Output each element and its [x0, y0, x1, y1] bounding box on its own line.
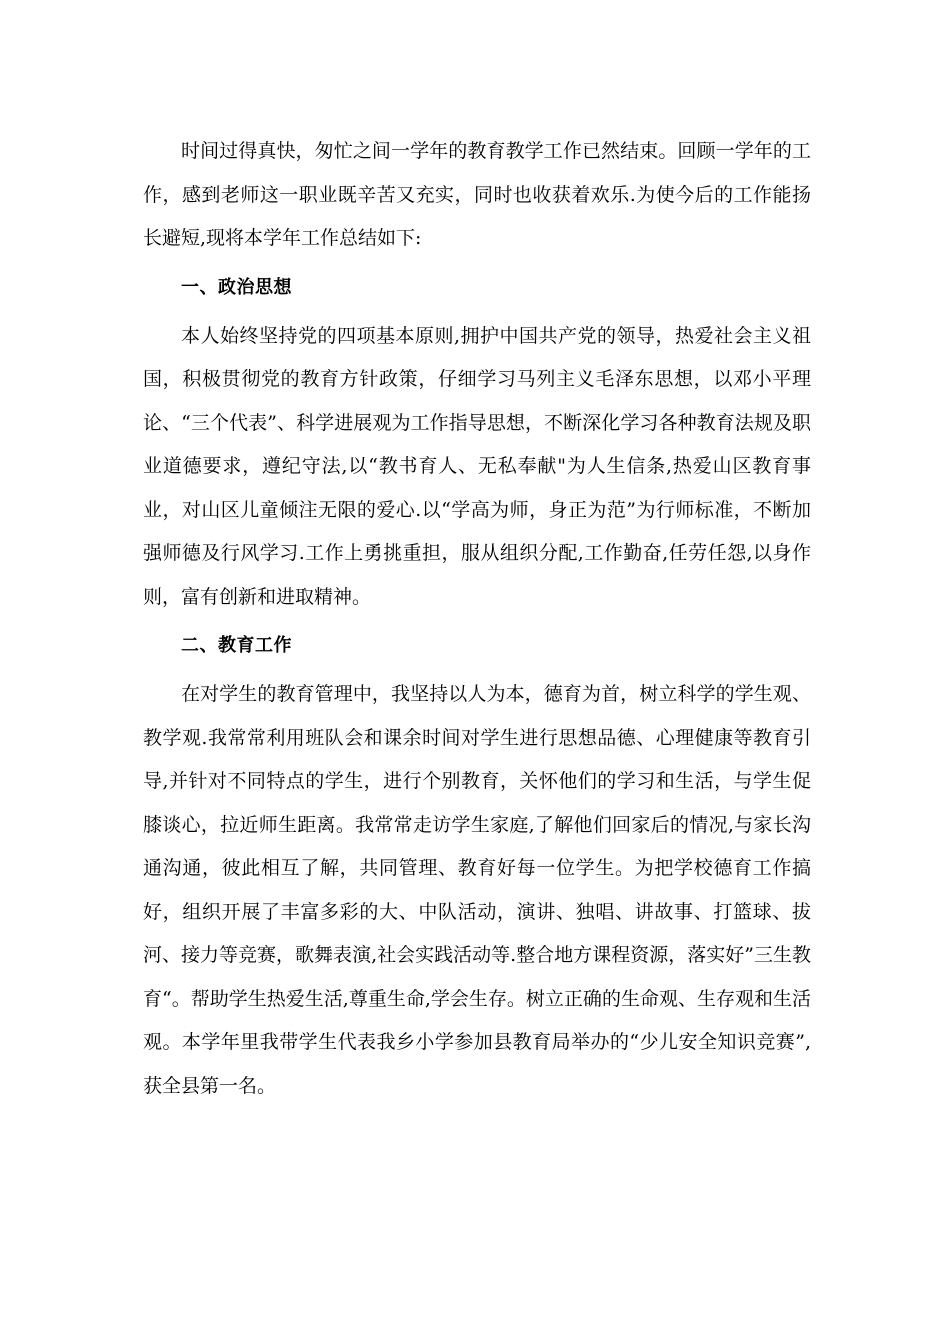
section-heading-education: 二、教育工作 — [181, 635, 292, 656]
education-paragraph: 在对学生的教育管理中，我坚持以人为本，德育为首，树立科学的学生观、教学观.我常常利用班队会和课余时间对学生进行思想品德、心理健康等教育引导,并针对不同特点的学生，进行个别教育，关怀他们的学习和生活，与学生促膝谈心，拉近师生距离。我常常走访学生家庭,了解他们回家后的情况,与家长沟通沟通，彼此相互了解，共同管理、教育好每一位学生。为把学校德育工作搞好，组织开展了丰富多彩的大、中队活动，演讲、独唱、讲故事、打篮球、拔河、接力等竞赛，歌舞表演,社会实践活动等.整合地方课程资源，落实好”三生教育“。帮助学生热爱生活,尊重生命,学会生存。树立正确的生命观、生存观和生活观。本学年里我带学生代表我乡小学参加县教育局举办的“少儿安全知识竞赛”,获全县第一名。 — [143, 683, 811, 1097]
document-body — [143, 130, 811, 1108]
political-paragraph: 本人始终坚持党的四项基本原则,拥护中国共产党的领导，热爱社会主义祖国，积极贯彻党的教育方针政策，仔细学习马列主义毛泽东思想，以邓小平理论、“三个代表”、科学进展观为工作指导思想，不断深化学习各种教育法规及职业道德要求，遵纪守法,以“教书育人、无私奉献"为人生信条,热爱山区教育事业，对山区儿童倾注无限的爱心.以“学高为师，身正为范”为行师标准，不断加强师德及行风学习.工作上勇挑重担，服从组织分配,工作勤奋,任劳任怨,以身作则，富有创新和进取精神。 — [143, 324, 811, 608]
intro-paragraph: 时间过得真快，匆忙之间一学年的教育教学工作已然结束。回顾一学年的工作，感到老师这一职业既辛苦又充实，同时也收获着欢乐.为使今后的工作能扬长避短,现将本学年工作总结如下: — [143, 140, 811, 249]
section-heading-political: 一、政治思想 — [181, 276, 292, 298]
